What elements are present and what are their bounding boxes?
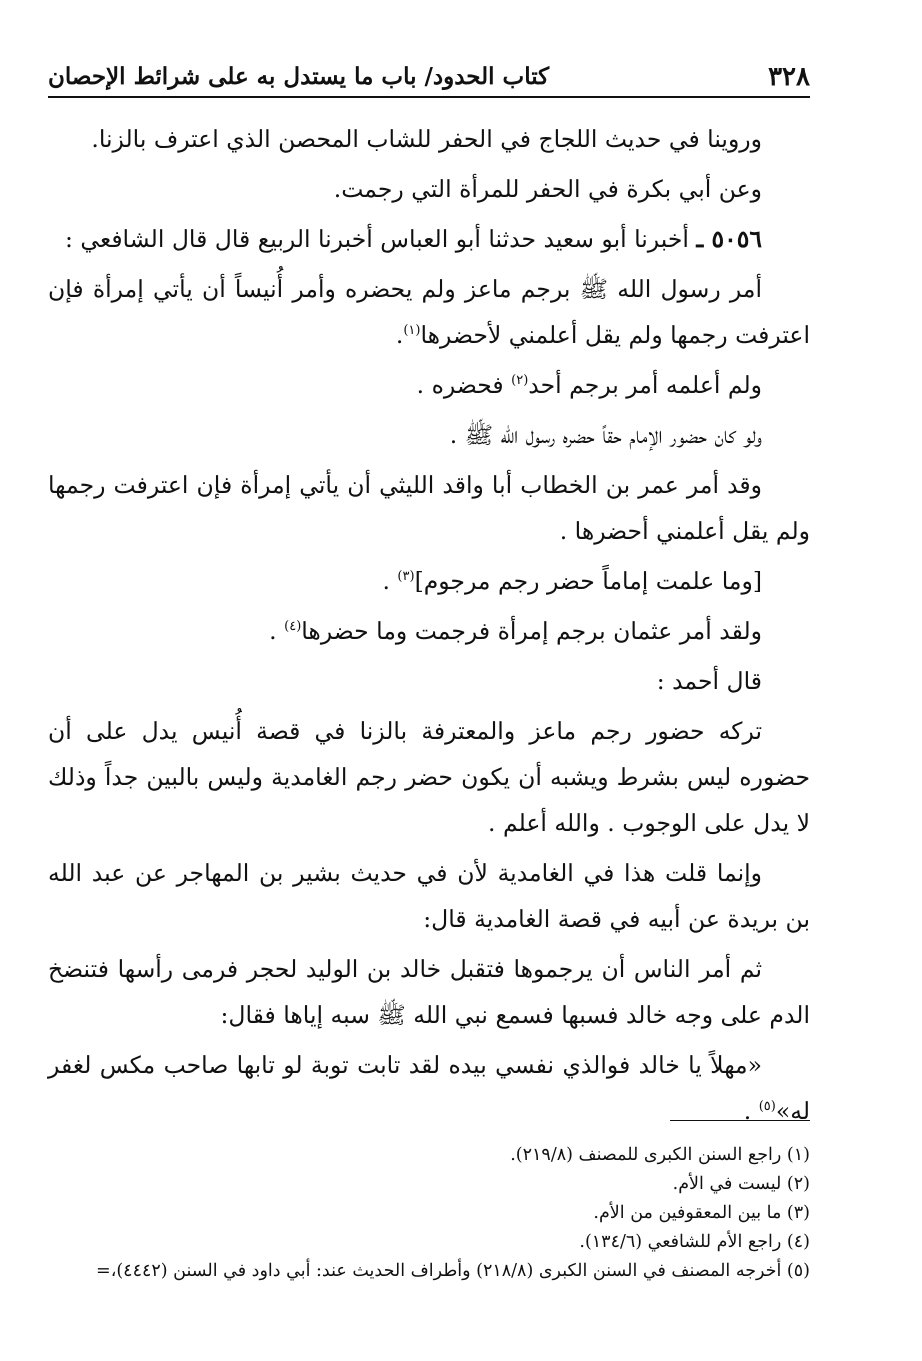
paragraph: [وما علمت إماماً حضر رجم مرجوم]$^{(٣)}$ .: [382, 567, 762, 595]
page-number: ٣٢٨: [768, 62, 810, 92]
paragraph-text: ولقد أمر عثمان برجم إمرأة فرجمت وما حضرها: [301, 617, 762, 645]
paragraph-text: [وما علمت إماماً حضر رجم مرجوم]: [414, 567, 762, 595]
footnote-marker: (١): [403, 323, 421, 339]
paragraph-text: فحضره .: [416, 371, 504, 399]
hadith-paragraph: [48, 216, 810, 262]
paragraph: ولو كان حضور الإمام حقاً حضره رسول الله ﷺ .: [449, 421, 762, 449]
footnote-marker: (٣): [397, 569, 415, 585]
page-header: [48, 52, 810, 98]
end-dot: .: [743, 1097, 752, 1125]
footnote: (٤) راجع الأم للشافعي (١٣٤/٦).: [579, 1232, 810, 1252]
footnote: (١) راجع السنن الكبرى للمصنف (٢١٩/٨).: [510, 1145, 810, 1165]
paragraph: وعن أبي بكرة في الحفر للمرأة التي رجمت.: [333, 175, 762, 203]
paragraph: وقد أمر عمر بن الخطاب أبا واقد الليثي أن يأتي إمرأة فإن اعترفت رجمها ولم يقل أعلمني أحضرها .: [48, 471, 810, 545]
paragraph: وروينا في حديث اللجاج في الحفر للشاب المحصن الذي اعترف بالزنا.: [91, 125, 762, 153]
paragraph-text: «مهلاً يا خالد فوالذي نفسي بيده لقد تابت توبة لو تابها صاحب مكس لغفر له»: [48, 1051, 810, 1125]
footnote-marker: (٢): [511, 373, 529, 389]
footnote-divider: [670, 1120, 810, 1121]
footnote-marker: (٤): [284, 619, 302, 635]
footnote: (٣) ما بين المعقوفين من الأم.: [593, 1203, 810, 1223]
footnote: (٥) أخرجه المصنف في السنن الكبرى (٢١٨/٨) وأطراف الحديث عند: أبي داود في السنن (٤٤٤٢)،=: [96, 1261, 810, 1281]
hadith-number: ٥٠٥٦ ـ: [696, 225, 762, 253]
paragraph: ولقد أمر عثمان برجم إمرأة فرجمت وما حضرها$^{(٤)}$ .: [269, 617, 762, 645]
paragraph: تركه حضور رجم ماعز والمعترفة بالزنا في قصة أُنيس يدل على أن حضوره ليس بشرط ويشبه أن يكون حضر رجم الغامدية وليس بالبين جداً وذلك لا يدل على الوجوب . والله أعلم .: [48, 717, 810, 837]
paragraph-text: ولم أعلمه أمر برجم أحد: [528, 371, 762, 399]
running-title: كتاب الحدود/ باب ما يستدل به على شرائط الإحصان: [48, 63, 550, 90]
footnotes: [48, 1120, 810, 1286]
footnote-marker: (٥): [758, 1099, 776, 1115]
main-text: [48, 116, 810, 1138]
hadith-chain: أخبرنا أبو سعيد حدثنا أبو العباس أخبرنا الربيع قال قال الشافعي :: [65, 225, 689, 253]
paragraph-text: أمر رسول الله ﷺ برجم ماعز ولم يحضره وأمر أُنيساً أن يأتي إمرأة فإن اعترفت رجمها ولم يقل أعلمني لأحضرها: [48, 275, 810, 349]
paragraph: [48, 362, 810, 408]
paragraph: وإنما قلت هذا في الغامدية لأن في حديث بشير بن المهاجر عن عبد الله بن بريدة عن أبيه في قصة الغامدية قال:: [48, 859, 810, 933]
footnote: (٢) ليست في الأم.: [672, 1174, 810, 1194]
paragraph: ثم أمر الناس أن يرجموها فتقبل خالد بن الوليد لحجر فرمى رأسها فتنضخ الدم على وجه خالد فسبها فسمع نبي الله ﷺ سبه إياها فقال:: [48, 955, 810, 1029]
paragraph: أمر رسول الله ﷺ برجم ماعز ولم يحضره وأمر أُنيساً أن يأتي إمرأة فإن اعترفت رجمها ولم يقل أعلمني لأحضرها$^{(١)}$.: [48, 275, 810, 349]
paragraph: قال أحمد :: [656, 667, 762, 695]
